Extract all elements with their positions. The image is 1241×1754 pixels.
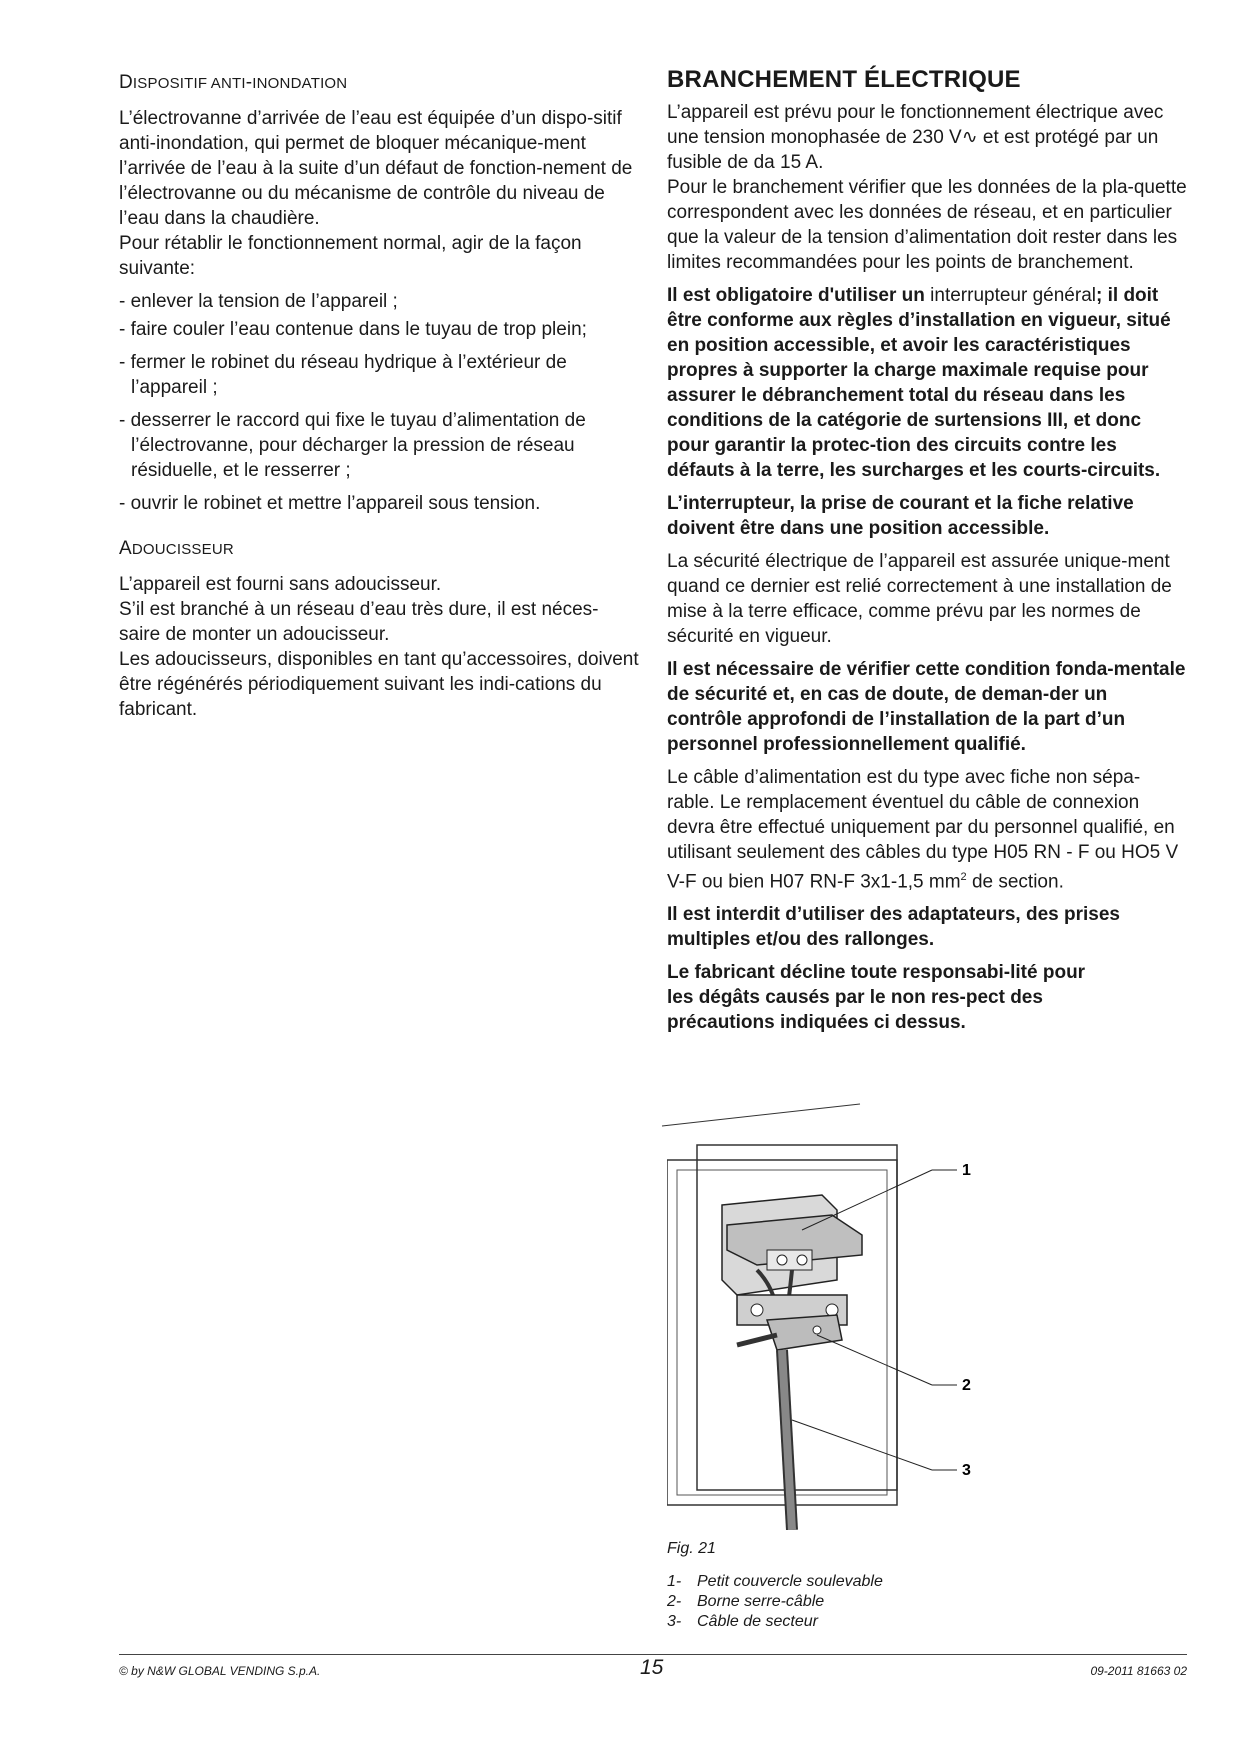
electrical-paragraph-2: Pour le branchement vérifier que les données de la pla-quette correspondent avec les données de réseau, et en particulier que la valeur de la tension d’alimentation doit rester dans les limites recommandées pour les points de branchement.	[667, 177, 1187, 273]
softener-paragraph-3: Les adoucisseurs, disponibles en tant qu’accessoires, doivent être régénérés périodiquement suivant les indi-cations du fabricant.	[119, 649, 639, 720]
list-item: - ouvrir le robinet et mettre l’appareil sous tension.	[119, 493, 541, 514]
cable-text: Le câble d’alimentation est du type avec fiche non sépa-rable. Le remplacement éventuel du câble de connexion devra être effectué uniquement par du personnel qualifié, en utilisant seulement des câbles du type H05 RN - F ou HO5 V V-F ou bien H07 RN-F 3x1-1,5 mm	[667, 767, 1179, 893]
legend-text: Petit couvercle soulevable	[697, 1573, 883, 1590]
left-column	[119, 60, 639, 722]
figure-legend	[667, 1572, 883, 1632]
callout-1: 1	[962, 1162, 971, 1179]
electrical-paragraph-6: Il est nécessaire de vérifier cette condition fonda-mentale de sécurité et, en cas de doute, de deman-der un contrôle approfondi de l’installation de la part d’un personnel professionnellement qualifié.	[667, 659, 1186, 755]
footer-copyright: © by N&W GLOBAL VENDING S.p.A.	[119, 1664, 321, 1678]
anti-flood-paragraph-1: L’électrovanne d’arrivée de l’eau est équipée d’un dispo-sitif anti-inondation, qui permet de bloquer mécanique-ment l’arrivée de l’eau à la suite d’un défaut de fonction-nement de l’électrovanne ou du mécanisme de contrôle du niveau de l’eau dans la chaudière.	[119, 108, 633, 229]
softener-paragraph-2: S’il est branché à un réseau d’eau très dure, il est néces-saire de monter un adoucisseur.	[119, 599, 599, 645]
legend-item	[667, 1592, 883, 1612]
legend-number: 1-	[667, 1573, 682, 1590]
legend-text: Borne serre-câble	[697, 1593, 825, 1610]
cable-text-end: de section.	[966, 871, 1064, 893]
heading-anti-flood	[119, 72, 639, 94]
electrical-paragraph-1: L’appareil est prévu pour le fonctionnement électrique avec une tension monophasée de 230 V∿ et est protégé par un fusible de da 15 A.	[667, 102, 1164, 173]
figure-caption: Fig. 21	[667, 1540, 716, 1557]
leader-3	[792, 1420, 932, 1470]
heading-initial: A	[119, 538, 132, 559]
leader-2	[817, 1335, 932, 1385]
screw	[797, 1255, 807, 1265]
footer-rule	[119, 1654, 1187, 1655]
legend-text: Câble de secteur	[697, 1613, 818, 1630]
normal-text: interrupteur général	[924, 285, 1096, 306]
list-item: - enlever la tension de l’appareil ;	[119, 291, 398, 312]
screw	[826, 1304, 838, 1316]
legend-item	[667, 1612, 883, 1632]
page-number: 15	[640, 1656, 664, 1679]
bold-text: ; il doit être conforme aux règles d’installation en vigueur, situé en position accessible, et avoir les caractéristiques propres à supporter la charge maximale requise pour assurer le débranchement total du réseau dans les conditions de la catégorie de surtensions III, et donc pour garantir la protec-tion des circuits contre les défauts à la terre, les surcharges et les courts-circuits.	[667, 285, 1171, 481]
heading-rest: DOUCISSEUR	[131, 541, 234, 558]
divider-line	[660, 1100, 920, 1130]
electrical-paragraph-7	[667, 765, 1187, 894]
screw	[777, 1255, 787, 1265]
screw	[751, 1304, 763, 1316]
electrical-paragraph-8: Il est interdit d’utiliser des adaptateurs, des prises multiples et/ou des rallonges.	[667, 904, 1120, 951]
page-title: BRANCHEMENT ÉLECTRIQUE	[667, 66, 1021, 93]
list-item: - desserrer le raccord qui fixe le tuyau d’alimentation de l’électrovanne, pour décharger la pression de réseau résiduelle, et le resserrer ;	[119, 410, 586, 481]
heading-dash: -	[245, 72, 253, 93]
callout-3: 3	[962, 1462, 971, 1479]
callout-2: 2	[962, 1377, 971, 1394]
electrical-paragraph-3	[667, 283, 1187, 483]
list-item: - fermer le robinet du réseau hydrique à l’extérieur de l’appareil ;	[119, 352, 567, 398]
legend-number: 3-	[667, 1613, 682, 1630]
list-item: - faire couler l’eau contenue dans le tuyau de trop plein;	[119, 319, 587, 340]
electrical-paragraph-5: La sécurité électrique de l’appareil est assurée unique-ment quand ce dernier est relié correctement à une installation de mise à la terre efficace, comme prévu par les normes de sécurité en vigueur.	[667, 551, 1172, 647]
cable-clamp	[767, 1315, 842, 1350]
disclaimer-paragraph: Le fabricant décline toute responsabi-lité pour les dégâts causés par le non res-pect des précautions indiquées ci dessus.	[667, 962, 1086, 1034]
superscript: 2	[960, 871, 967, 883]
heading-initial: D	[119, 72, 133, 93]
electrical-paragraph-4: L’interrupteur, la prise de courant et la fiche relative doivent être dans une position accessible.	[667, 493, 1134, 539]
heading-rest: ISPOSITIF ANTI	[132, 75, 246, 92]
legend-item	[667, 1572, 883, 1592]
figure-21-illustration	[667, 1130, 1017, 1530]
clamp-screw	[813, 1326, 821, 1334]
legend-number: 2-	[667, 1593, 682, 1610]
anti-flood-steps	[119, 289, 639, 516]
softener-paragraph-1: L’appareil est fourni sans adoucisseur.	[119, 574, 442, 595]
document-code: 09-2011 81663 02	[1090, 1664, 1187, 1678]
heading-rest-2: INONDATION	[252, 75, 348, 92]
bold-text: Il est obligatoire d'utiliser un	[667, 285, 925, 306]
anti-flood-paragraph-2: Pour rétablir le fonctionnement normal, agir de la façon suivante:	[119, 233, 582, 279]
right-column	[667, 60, 1187, 1035]
heading-softener	[119, 538, 639, 560]
